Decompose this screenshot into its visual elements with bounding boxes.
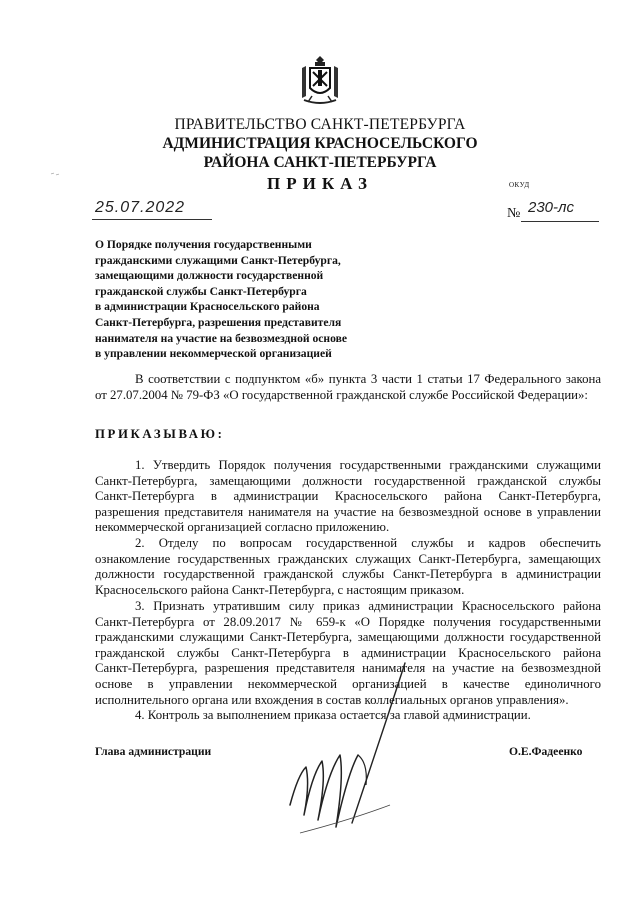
item-line: Санкт-Петербурга, замещающими должности государственной гражданской службы xyxy=(95,473,601,488)
order-word: ПРИКАЗЫВАЮ: xyxy=(95,427,225,441)
preamble-line: В соответствии с подпунктом «б» пункта 3 части 1 статьи 17 Федерального закона xyxy=(135,372,601,386)
administration-title-line2: РАЙОНА САНКТ-ПЕТЕРБУРГА xyxy=(203,154,437,171)
scan-speck xyxy=(50,170,62,178)
subject-line: гражданской службы Санкт-Петербурга xyxy=(95,284,307,298)
order-date: 25.07.2022 xyxy=(95,199,186,216)
item-line: разрешения представителя нанимателя на участие на безвозмездной основе в управлении xyxy=(95,504,601,519)
item-line: 1. Утвердить Порядок получения государственными гражданскими служащими xyxy=(135,458,601,472)
order-item-2 xyxy=(95,536,601,598)
item-line: 3. Признать утратившим силу приказ администрации Красносельского района xyxy=(135,599,601,613)
number-underline xyxy=(521,221,599,222)
subject-line: замещающими должности государственной xyxy=(95,269,324,283)
item-line: 4. Контроль за выполнением приказа остается за главой администрации. xyxy=(135,708,531,722)
subject-line: нанимателя на участие на безвозмездной основе xyxy=(95,331,347,345)
subject-line: в управлении некоммерческой организацией xyxy=(95,347,332,361)
order-subject xyxy=(95,237,395,362)
item-line: 2. Отделу по вопросам государственной службы и кадров обеспечить xyxy=(135,536,601,550)
administration-title-line1: АДМИНИСТРАЦИЯ КРАСНОСЕЛЬСКОГО xyxy=(162,135,478,152)
handwritten-signature xyxy=(240,655,440,845)
coat-of-arms-emblem xyxy=(298,56,342,106)
signatory-name: О.Е.Фадеенко xyxy=(509,745,583,758)
government-title: ПРАВИТЕЛЬСТВО САНКТ-ПЕТЕРБУРГА xyxy=(174,116,466,133)
preamble-line: от 27.07.2004 № 79-ФЗ «О государственной гражданской службе Российской Федерации»: xyxy=(95,387,588,402)
subject-line: гражданскими служащими Санкт-Петербурга, xyxy=(95,253,341,267)
item-line: некоммерческой организацией согласно приложению. xyxy=(95,520,390,535)
item-line: Красносельского района Санкт-Петербурга, с настоящим приказом. xyxy=(95,582,465,597)
item-line: Санкт-Петербурга в администрации Красносельского района Санкт-Петербурга, xyxy=(95,489,601,504)
item-line: ознакомление государственных гражданских служащих Санкт-Петербурга, замещающих xyxy=(95,551,601,566)
order-item-1 xyxy=(95,458,601,536)
item-line: гражданскими служащими Санкт-Петербурга, замещающими должности государственной xyxy=(95,630,601,645)
item-line: гражданской службы Санкт-Петербурга в администрации Красносельского района xyxy=(95,645,601,660)
okud-label: ОКУД xyxy=(509,181,530,189)
subject-line: О Порядке получения государственными xyxy=(95,238,312,251)
item-line: исполнительного органа или вхождения в состав коллегиальных органов управления». xyxy=(95,692,569,707)
preamble xyxy=(95,372,601,403)
subject-line: в администрации Красносельского района xyxy=(95,300,320,314)
document-type-title: ПРИКАЗ xyxy=(267,174,373,193)
item-line: Санкт-Петербурга, разрешения представителя нанимателя на участие на безвозмездной xyxy=(95,661,601,676)
order-number: 230-лс xyxy=(528,199,574,216)
item-line: должности государственной гражданской службы Санкт-Петербурга в администрации xyxy=(95,567,601,582)
item-line: основе в управлении некоммерческой организацией в качестве единоличного xyxy=(95,676,601,691)
number-sign: № xyxy=(507,206,521,221)
subject-line: Санкт-Петербурга, разрешения представителя xyxy=(95,315,342,329)
date-underline xyxy=(92,219,212,220)
item-line: Санкт-Петербурга от 28.09.2017 № 659-к «О Порядке получения государственными xyxy=(95,614,601,629)
signatory-role: Глава администрации xyxy=(95,745,212,758)
